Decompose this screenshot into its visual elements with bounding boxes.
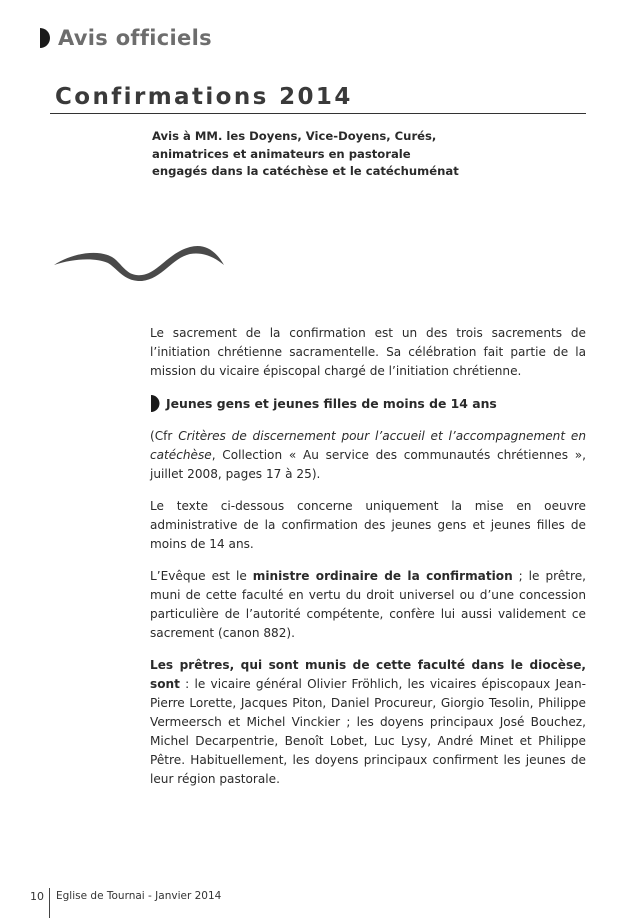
admin-paragraph: Le texte ci-dessous concerne uniquement la mise en oeuvre administrative de la confirmation des jeunes gens et jeunes filles de moins de 14 ans. <box>150 499 586 551</box>
minister-paragraph <box>150 567 586 643</box>
subtitle-line: animatrices et animateurs en pastorale <box>152 146 411 161</box>
reference-paragraph <box>150 427 586 484</box>
priests-paragraph <box>150 656 586 789</box>
journal-name: Eglise de Tournai - Janvier 2014 <box>56 890 222 902</box>
page-title: Confirmations 2014 <box>55 84 353 110</box>
minister-prefix: L’Evêque est le <box>150 569 253 583</box>
subtitle-line: engagés dans la catéchèse et le catéchuménat <box>152 164 459 178</box>
bird-swoosh-icon <box>50 235 230 285</box>
subtitle-block <box>152 128 532 181</box>
section-header <box>38 26 212 50</box>
section-label: Avis officiels <box>58 26 212 50</box>
subheading-text: Jeunes gens et jeunes filles de moins de 14 ans <box>166 396 497 411</box>
minister-suffix: ; le prêtre, muni de cette faculté en vertu du droit universel ou d’une concession particulière de l’autorité compétente, confère lui aussi validement ce sacrement (canon 882). <box>150 569 587 640</box>
priests-text: : le vicaire général Olivier Fröhlich, les vicaires épiscopaux Jean-Pierre Lorette, Jacques Piton, Daniel Procureur, Giorgio Tesolin, Philippe Vermeersch et Michel Vinckier ; les doyens principaux José Bouchez, Michel Decarpentrie, Benoît Lobet, Luc Lysy, André Minet et Philippe Pêtre. Habituellement, les doyens principaux confirment les jeunes de leur région pastorale. <box>150 677 586 786</box>
reference-title: Critères de discernement pour l’accueil et l’accompagnement en catéchèse <box>150 429 586 462</box>
priests-emphasis: Les prêtres, qui sont munis de cette faculté dans le diocèse, sont <box>150 658 586 691</box>
subheading <box>150 394 586 413</box>
minister-emphasis: ministre ordinaire de la confirmation <box>252 569 513 583</box>
page-footer <box>30 888 221 918</box>
page-number: 10 <box>30 890 44 903</box>
article-body <box>150 324 586 789</box>
reference-suffix: , Collection « Au service des communautés chrétiennes », juillet 2008, pages 17 à 25). <box>150 448 586 481</box>
intro-paragraph: Le sacrement de la confirmation est un des trois sacrements de l’initiation chrétienne sacramentelle. Sa célébration fait partie de la mission du vicaire épiscopal chargé de l’initiation chrétienne. <box>150 326 586 378</box>
subtitle-line: Avis à MM. les Doyens, Vice-Doyens, Curés, <box>152 129 437 143</box>
reference-prefix: (Cfr <box>150 429 179 443</box>
title-divider <box>50 113 586 114</box>
half-circle-bullet-icon <box>150 395 160 412</box>
half-circle-bullet-icon <box>38 28 50 48</box>
